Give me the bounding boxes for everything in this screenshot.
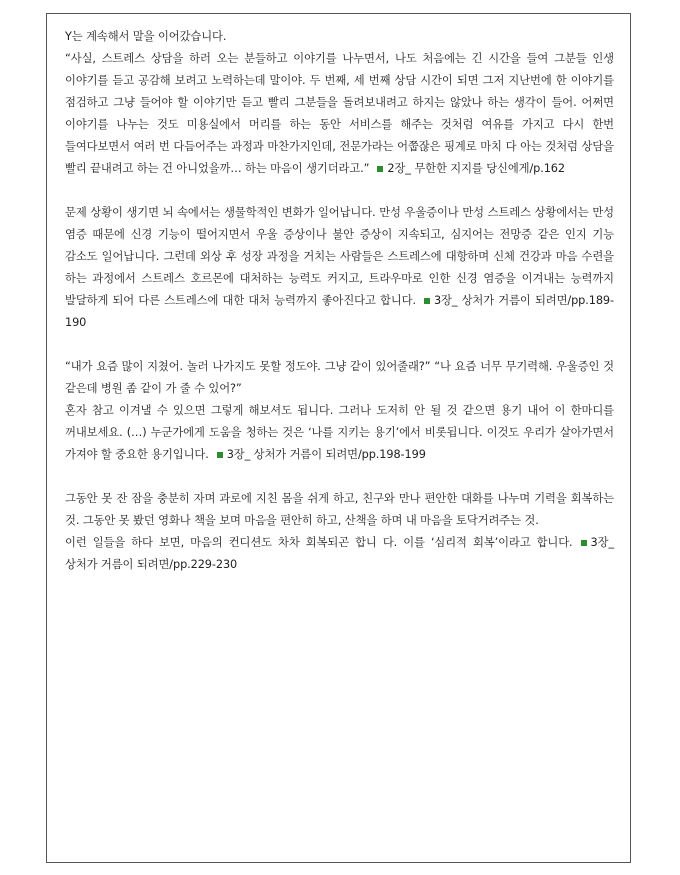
quote-text: “내가 요즘 많이 지쳤어. 놀러 나가지도 못할 정도야. 그냥 같이 있어줄래?” “나 요즘 너무 무기력해. 우울증인 것 같은데 병원 좀 같이 가 줄 수 있어?” bbox=[65, 360, 614, 395]
body-paragraph bbox=[65, 202, 614, 334]
excerpt-4 bbox=[65, 488, 614, 576]
excerpt-3 bbox=[65, 356, 614, 466]
body-text: 혼자 참고 이겨낼 수 있으면 그렇게 해보셔도 됩니다. 그러나 도저히 안 될 것 같으면 용기 내어 이 한마디를 꺼내보세요. (…) 누군가에게 도움을 청하는 것은 ‘나를 지키는 용기’에서 비롯됩니다. 이것도 우리가 살아가면서 가져야 할 중요한 용기입니다. bbox=[65, 404, 614, 461]
body-paragraph bbox=[65, 400, 614, 466]
source-citation: 3장_ 상처가 거름이 되려면/pp.198-199 bbox=[226, 448, 426, 461]
green-square-icon bbox=[217, 452, 223, 458]
quote-paragraph bbox=[65, 48, 614, 180]
body-text: 이런 일들을 하다 보면, 마음의 컨디션도 차차 회복되곤 합니 다. 이를 ‘심리적 회복’이라고 합니다. bbox=[65, 536, 573, 549]
body-paragraph bbox=[65, 532, 614, 576]
body-paragraph bbox=[65, 488, 614, 532]
quote-text: “사실, 스트레스 상담을 하러 오는 분들하고 이야기를 나누면서, 나도 처음에는 긴 시간을 들여 그분들 인생 이야기를 듣고 공감해 보려고 노력하는데 말이야. 두 번째, 세 번째 상담 시간이 되면 그저 지난번에 한 이야기를 점검하고 그냥 들어야 할 이야기만 듣고 빨리 그분들을 돌려보내려고 하지는 않았나 하는 생각이 들어. 어쩌면 이야기를 나누는 것도 미용실에서 머리를 하는 동안 서비스를 해주는 것처럼 여유를 가지고 다시 한번 들여다보면서 여러 번 다듬어주는 과정과 마찬가지인데, 전문가라는 어쭙잖은 핑계로 마치 다 아는 것처럼 상담을 빨리 끝내려고 하는 건 아니었을까… 하는 마음이 생기더라고.” bbox=[65, 52, 614, 175]
excerpt-1 bbox=[65, 26, 614, 180]
document-body bbox=[65, 26, 614, 598]
source-citation: 3장_ 상처가 거름이 되려면/pp.189-190 bbox=[65, 294, 614, 329]
excerpt-2 bbox=[65, 202, 614, 334]
source-citation: 3장_ 상처가 거름이 되려면/pp.229-230 bbox=[65, 536, 614, 571]
source-citation: 2장_ 무한한 지지를 당신에게/p.162 bbox=[387, 162, 565, 175]
quote-paragraph bbox=[65, 356, 614, 400]
green-square-icon bbox=[581, 540, 587, 546]
intro-line bbox=[65, 26, 614, 48]
green-square-icon bbox=[424, 298, 430, 304]
body-text: 그동안 못 잔 잠을 충분히 자며 과로에 지친 몸을 쉬게 하고, 친구와 만나 편안한 대화를 나누며 기력을 회복하는 것. 그동안 못 봤던 영화나 책을 보며 마음을 편안히 하고, 산책을 하며 내 마음을 토닥거려주는 것. bbox=[65, 492, 614, 527]
body-text: 문제 상황이 생기면 뇌 속에서는 생물학적인 변화가 일어납니다. 만성 우울증이나 만성 스트레스 상황에서는 만성 염증 때문에 신경 기능이 떨어지면서 우울 증상이나 불안 증상이 지속되고, 심지어는 전망증 같은 인지 기능 감소도 일어납니다. 그런데 외상 후 성장 과정을 거치는 사람들은 스트레스에 대항하며 신체 건강과 마음 수련을 하는 과정에서 스트레스 호르몬에 대처하는 능력도 커지고, 트라우마로 인한 신경 염증을 이겨내는 능력까지 발달하게 되어 다른 스트레스에 대한 대처 능력까지 좋아진다고 합니다. bbox=[65, 206, 614, 307]
intro-text: Y는 계속해서 말을 이어갔습니다. bbox=[65, 30, 227, 43]
green-square-icon bbox=[377, 166, 383, 172]
